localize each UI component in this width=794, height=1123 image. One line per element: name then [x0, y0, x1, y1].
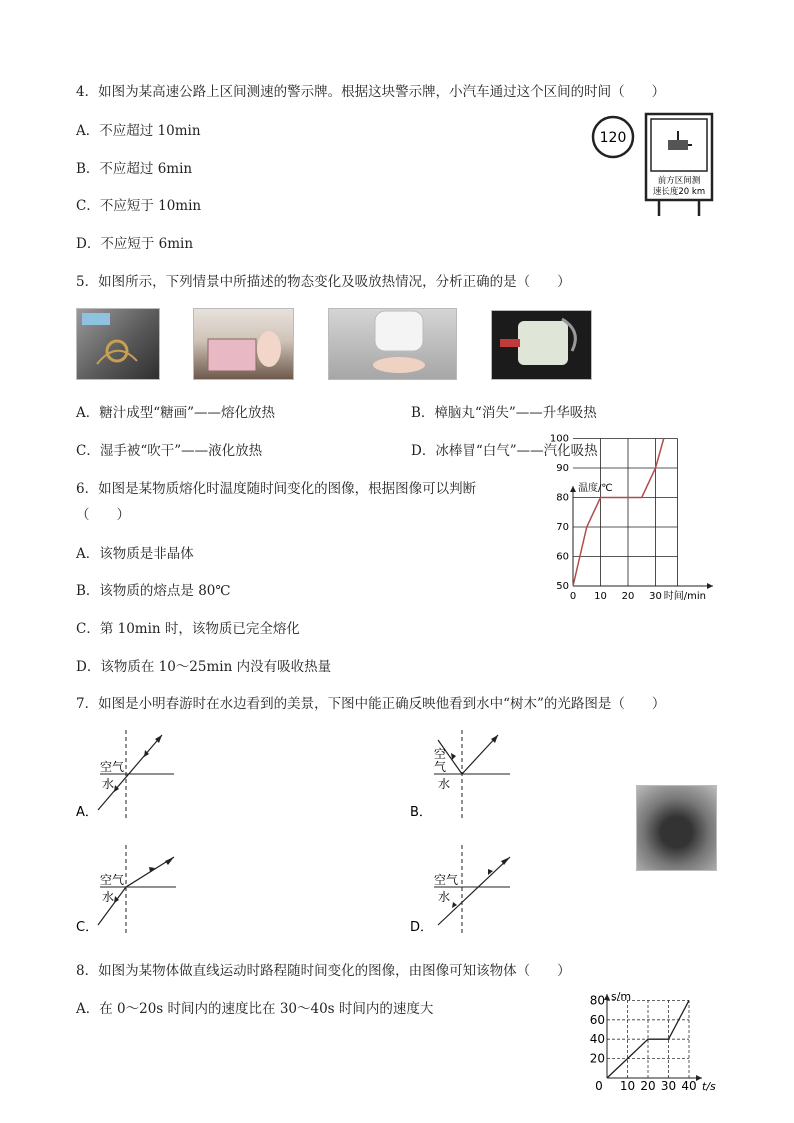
label-b: B．	[410, 805, 432, 820]
y-tick-label: 90	[556, 463, 569, 474]
y-tick-label: 80	[556, 492, 569, 504]
q8-stem: 8．如图为某物体做直线运动时路程随时间变化的图像，由图像可知该物体（ ）	[76, 963, 571, 979]
q6-option-d: D．该物质在 10～25min 内没有吸收热量	[76, 659, 332, 675]
y-tick-label: 60	[589, 1012, 605, 1027]
temperature-curve	[573, 439, 664, 587]
x-tick-label: 20	[640, 1079, 656, 1093]
ray-diagram-a	[76, 730, 186, 822]
water-label: 水	[102, 777, 115, 791]
x-axis-arrow	[707, 583, 713, 589]
photo-ice-pop	[491, 310, 592, 380]
y-axis-arrow	[570, 486, 576, 492]
air-label-1: 空	[434, 747, 447, 761]
x-tick-label: 30	[649, 591, 662, 602]
x-tick-label: 30	[660, 1079, 677, 1093]
photo-sugar-painting	[76, 308, 160, 380]
photo-mothball-drawer	[193, 308, 294, 380]
label-a: A．	[76, 805, 98, 820]
q5-option-c: C．湿手被“吹干”——液化放热	[76, 443, 263, 459]
x-tick-label: 0	[595, 1079, 603, 1093]
y-tick-label: 50	[556, 581, 569, 592]
x-axis-label: t/s	[702, 1080, 716, 1093]
air-label: 空气	[434, 873, 459, 887]
melting-temperature-chart	[548, 433, 723, 604]
x-tick-label: 10	[619, 1079, 636, 1093]
q4-stem: 4．如图为某高速公路上区间测速的警示牌。根据这块警示牌，小汽车通过这个区间的时间（ ）	[76, 84, 666, 100]
sign-line-1: 前方区间测	[657, 176, 701, 186]
q6-option-c: C．第 10min 时，该物质已完全熔化	[76, 621, 300, 637]
q6-stem-paren: （ ）	[76, 507, 130, 523]
camera-icon	[668, 140, 688, 150]
water-label: 水	[102, 890, 115, 904]
y-tick-label: 70	[556, 522, 569, 533]
q7-stem: 7．如图是小明春游时在水边看到的美景，下图中能正确反映他看到水中“树木”的光路图是（ ）	[76, 696, 666, 712]
air-label-2: 气	[434, 760, 447, 774]
x-tick-label: 0	[569, 591, 577, 602]
q6-option-a: A．该物质是非晶体	[76, 546, 194, 562]
y-tick-label: 80	[589, 993, 605, 1008]
photo-tree-reflection	[636, 785, 717, 871]
air-label: 空气	[100, 760, 125, 774]
q8-option-a: A．在 0～20s 时间内的速度比在 30～40s 时间内的速度大	[76, 1001, 434, 1017]
y-axis-label: 温度/℃	[578, 483, 613, 494]
sign-line-2: 速长度20 km	[652, 187, 706, 197]
q5-option-b: B．樟脑丸“消失”——升华吸热	[411, 405, 597, 421]
q4-option-c: C．不应短于 10min	[76, 198, 202, 214]
q5-option-a: A．糖汁成型“糖画”——熔化放热	[76, 405, 276, 421]
air-label: 空气	[100, 873, 125, 887]
ray-diagram-c	[76, 845, 186, 937]
q4-option-a: A．不应超过 10min	[76, 123, 201, 139]
ray-diagram-d	[410, 845, 520, 937]
speed-sign-figure	[588, 110, 718, 220]
x-tick-label: 10	[594, 591, 607, 602]
x-tick-label: 20	[621, 591, 635, 602]
y-tick-label: 20	[589, 1051, 605, 1066]
label-c: C．	[76, 920, 99, 935]
label-d: D．	[410, 920, 434, 935]
q5-option-d: D．冰棒冒“白气”——汽化吸热	[411, 443, 598, 459]
water-label: 水	[438, 777, 451, 791]
photo-hand-dryer	[328, 308, 457, 380]
x-tick-label: 40	[681, 1079, 697, 1093]
y-tick-label: 100	[549, 433, 569, 445]
speed-limit-text: 120	[599, 130, 627, 146]
q4-option-d: D．不应短于 6min	[76, 236, 194, 252]
x-axis-label: 时间/min	[663, 591, 706, 602]
ray-diagram-b	[410, 730, 520, 822]
q6-option-b: B．该物质的熔点是 80℃	[76, 583, 231, 599]
q4-option-b: B．不应超过 6min	[76, 161, 193, 177]
y-axis-label: s/m	[611, 990, 632, 1003]
y-tick-label: 40	[589, 1032, 605, 1047]
y-tick-label: 60	[556, 551, 569, 563]
q6-stem: 6．如图是某物质熔化时温度随时间变化的图像，根据图像可以判断	[76, 481, 477, 497]
water-label: 水	[438, 890, 451, 904]
q5-stem: 5．如图所示，下列情景中所描述的物态变化及吸放热情况，分析正确的是（ ）	[76, 274, 571, 290]
distance-time-chart	[589, 988, 725, 1093]
